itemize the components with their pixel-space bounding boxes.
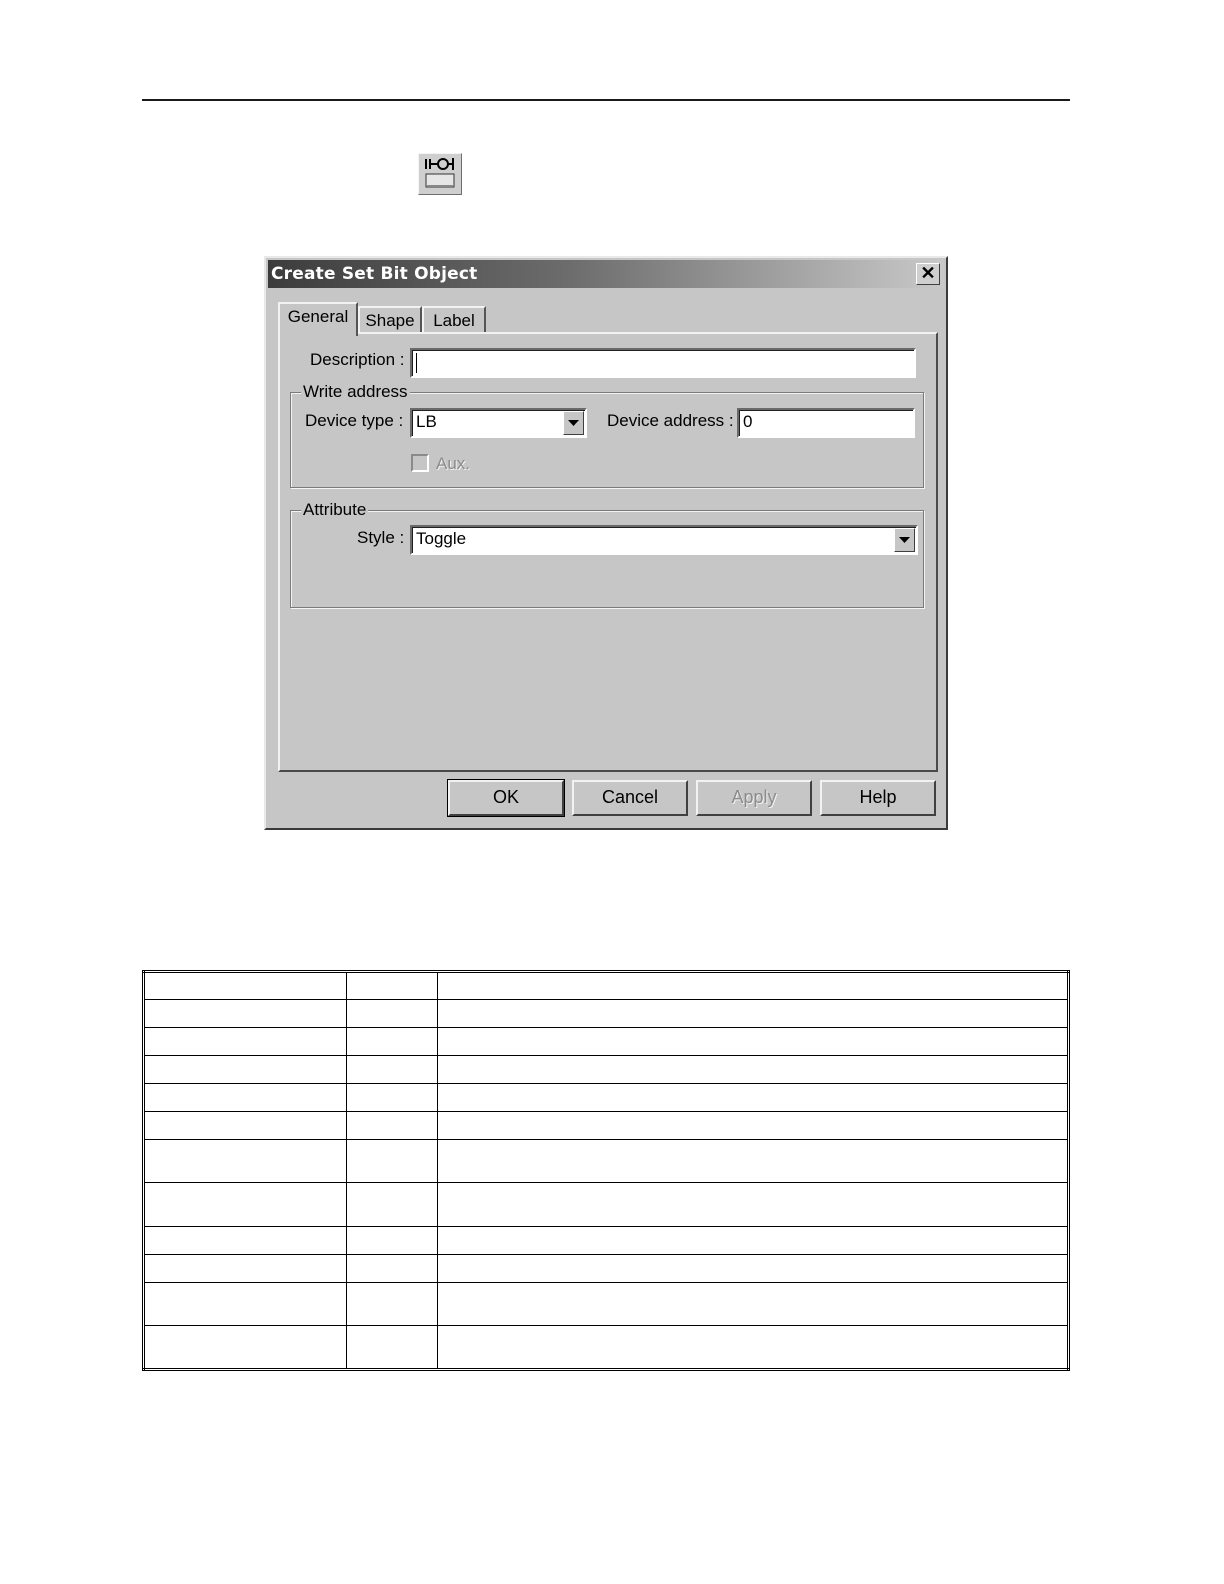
aux-checkbox[interactable] (411, 454, 429, 472)
table-cell (144, 1255, 347, 1283)
chevron-down-icon (899, 537, 910, 544)
table-cell (144, 1227, 347, 1255)
tab-label-label: Label (433, 311, 475, 330)
style-label: Style : (357, 528, 405, 547)
attribute-group (290, 500, 924, 608)
set-bit-object-toolbar-icon[interactable] (418, 153, 462, 195)
table-cell (347, 1000, 438, 1028)
ok-button-label: OK (492, 787, 519, 807)
table-cell (438, 1140, 1069, 1183)
table-cell (144, 1283, 347, 1326)
device-type-combobox[interactable] (410, 408, 587, 438)
close-button[interactable] (916, 263, 940, 285)
table-cell (144, 1112, 347, 1140)
description-input[interactable] (410, 348, 916, 378)
empty-table (142, 970, 1070, 1371)
device-address-value: 0 (743, 412, 753, 431)
table-row (144, 1326, 1069, 1370)
table-row (144, 1183, 1069, 1227)
table-cell (347, 1140, 438, 1183)
table-cell (438, 1283, 1069, 1326)
table-row (144, 1112, 1069, 1140)
table-row (144, 1255, 1069, 1283)
apply-button[interactable] (696, 780, 812, 816)
table-cell (347, 1283, 438, 1326)
device-type-label: Device type : (305, 411, 404, 430)
device-address-input[interactable] (737, 408, 915, 438)
table-cell (438, 1227, 1069, 1255)
device-type-dropdown-button[interactable] (563, 411, 584, 435)
table-cell (438, 1326, 1069, 1370)
table-cell (347, 1227, 438, 1255)
help-button[interactable] (820, 780, 936, 816)
write-address-legend: Write address (303, 382, 408, 401)
table-cell (347, 1056, 438, 1084)
chevron-down-icon (568, 420, 579, 427)
aux-label: Aux. (436, 454, 471, 473)
table-cell (438, 1183, 1069, 1227)
table-cell (438, 1084, 1069, 1112)
tab-general-label: General (287, 307, 349, 326)
table-cell (144, 1028, 347, 1056)
table-cell (347, 1112, 438, 1140)
table-cell (144, 1183, 347, 1227)
table-row (144, 1140, 1069, 1183)
table-row (144, 972, 1069, 1000)
attribute-legend: Attribute (303, 500, 367, 519)
tab-general[interactable] (278, 302, 358, 336)
style-combobox[interactable] (410, 525, 918, 555)
write-address-group (290, 382, 924, 488)
table-cell (347, 1326, 438, 1370)
table-cell (144, 1326, 347, 1370)
table-row (144, 1028, 1069, 1056)
device-type-value: LB (416, 412, 437, 431)
table-cell (347, 1183, 438, 1227)
dialog-titlebar[interactable] (268, 260, 944, 288)
ok-button[interactable] (448, 780, 564, 816)
text-caret (416, 353, 417, 373)
close-icon: ✕ (920, 263, 936, 283)
table-cell (347, 1084, 438, 1112)
table-cell (347, 1255, 438, 1283)
table-cell (347, 972, 438, 1000)
table-cell (438, 972, 1069, 1000)
table-cell (144, 1056, 347, 1084)
table-row (144, 1084, 1069, 1112)
tab-label[interactable] (422, 306, 486, 334)
table-row (144, 1000, 1069, 1028)
create-set-bit-object-dialog (264, 256, 948, 830)
apply-button-label: Apply (731, 787, 777, 807)
dialog-title: Create Set Bit Object (271, 264, 478, 284)
header-rule (142, 99, 1070, 101)
table-cell (144, 1084, 347, 1112)
cancel-button-label: Cancel (601, 787, 659, 807)
tab-shape[interactable] (358, 306, 422, 334)
cancel-button[interactable] (572, 780, 688, 816)
general-tab-panel (278, 332, 938, 772)
table-cell (144, 1140, 347, 1183)
style-dropdown-button[interactable] (894, 528, 915, 552)
table-cell (144, 972, 347, 1000)
table-cell (438, 1028, 1069, 1056)
table-row (144, 1283, 1069, 1326)
tab-shape-label: Shape (365, 311, 415, 330)
description-label: Description : (310, 350, 405, 369)
table-cell (438, 1112, 1069, 1140)
device-address-label: Device address : (607, 411, 734, 430)
table-cell (438, 1056, 1069, 1084)
table-cell (438, 1000, 1069, 1028)
table-row (144, 1227, 1069, 1255)
table-cell (438, 1255, 1069, 1283)
style-value: Toggle (416, 529, 467, 548)
table-cell (144, 1000, 347, 1028)
help-button-label: Help (859, 787, 897, 807)
table-cell (347, 1028, 438, 1056)
table-row (144, 1056, 1069, 1084)
